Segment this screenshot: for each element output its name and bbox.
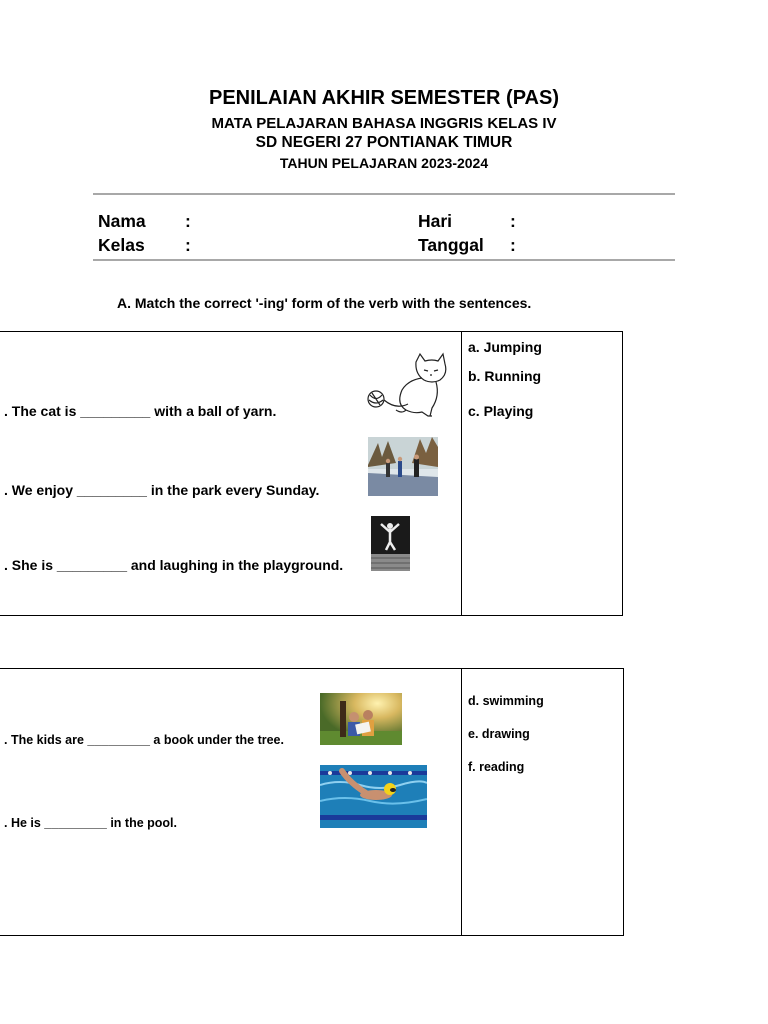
option-d: d. swimming [468, 694, 544, 708]
divider-bottom [93, 259, 675, 261]
question-3: . She is _________ and laughing in the playground. [4, 557, 344, 573]
swimming-photo [320, 765, 427, 828]
hari-colon: : [510, 211, 516, 231]
tanggal-colon: : [510, 235, 516, 255]
table-2-divider [461, 669, 462, 935]
nama-colon: : [185, 211, 191, 231]
question-2: . We enjoy _________ in the park every Sunday. [4, 482, 320, 498]
table-1-divider [461, 332, 462, 615]
page-title: PENILAIAN AKHIR SEMESTER (PAS) [208, 87, 560, 109]
option-b: b. Running [468, 368, 542, 384]
option-f: f. reading [468, 760, 525, 774]
section-a-instruction: A. Match the correct '-ing' form of the verb with the sentences. [117, 295, 532, 311]
year-line: TAHUN PELAJARAN 2023-2024 [279, 155, 489, 171]
running-photo [368, 437, 438, 496]
option-c: c. Playing [468, 403, 534, 419]
option-a: a. Jumping [468, 339, 542, 355]
matching-table-2 [0, 668, 624, 936]
option-e: e. drawing [468, 727, 530, 741]
school-line: SD NEGERI 27 PONTIANAK TIMUR [255, 134, 513, 151]
subject-line: MATA PELAJARAN BAHASA INGGRIS KELAS IV [211, 115, 557, 132]
cat-yarn-image [366, 352, 448, 420]
question-4: . The kids are _________ a book under the tree. [4, 733, 284, 747]
nama-label: Nama [98, 211, 146, 231]
reading-photo [320, 693, 402, 745]
kelas-label: Kelas [98, 235, 145, 255]
hari-label: Hari [418, 211, 453, 231]
question-1: . The cat is _________ with a ball of yarn. [4, 403, 277, 419]
kelas-colon: : [185, 235, 191, 255]
tanggal-label: Tanggal [418, 235, 484, 255]
divider-top [93, 193, 675, 195]
jumping-photo [371, 516, 410, 571]
question-5: . He is _________ in the pool. [4, 816, 177, 830]
